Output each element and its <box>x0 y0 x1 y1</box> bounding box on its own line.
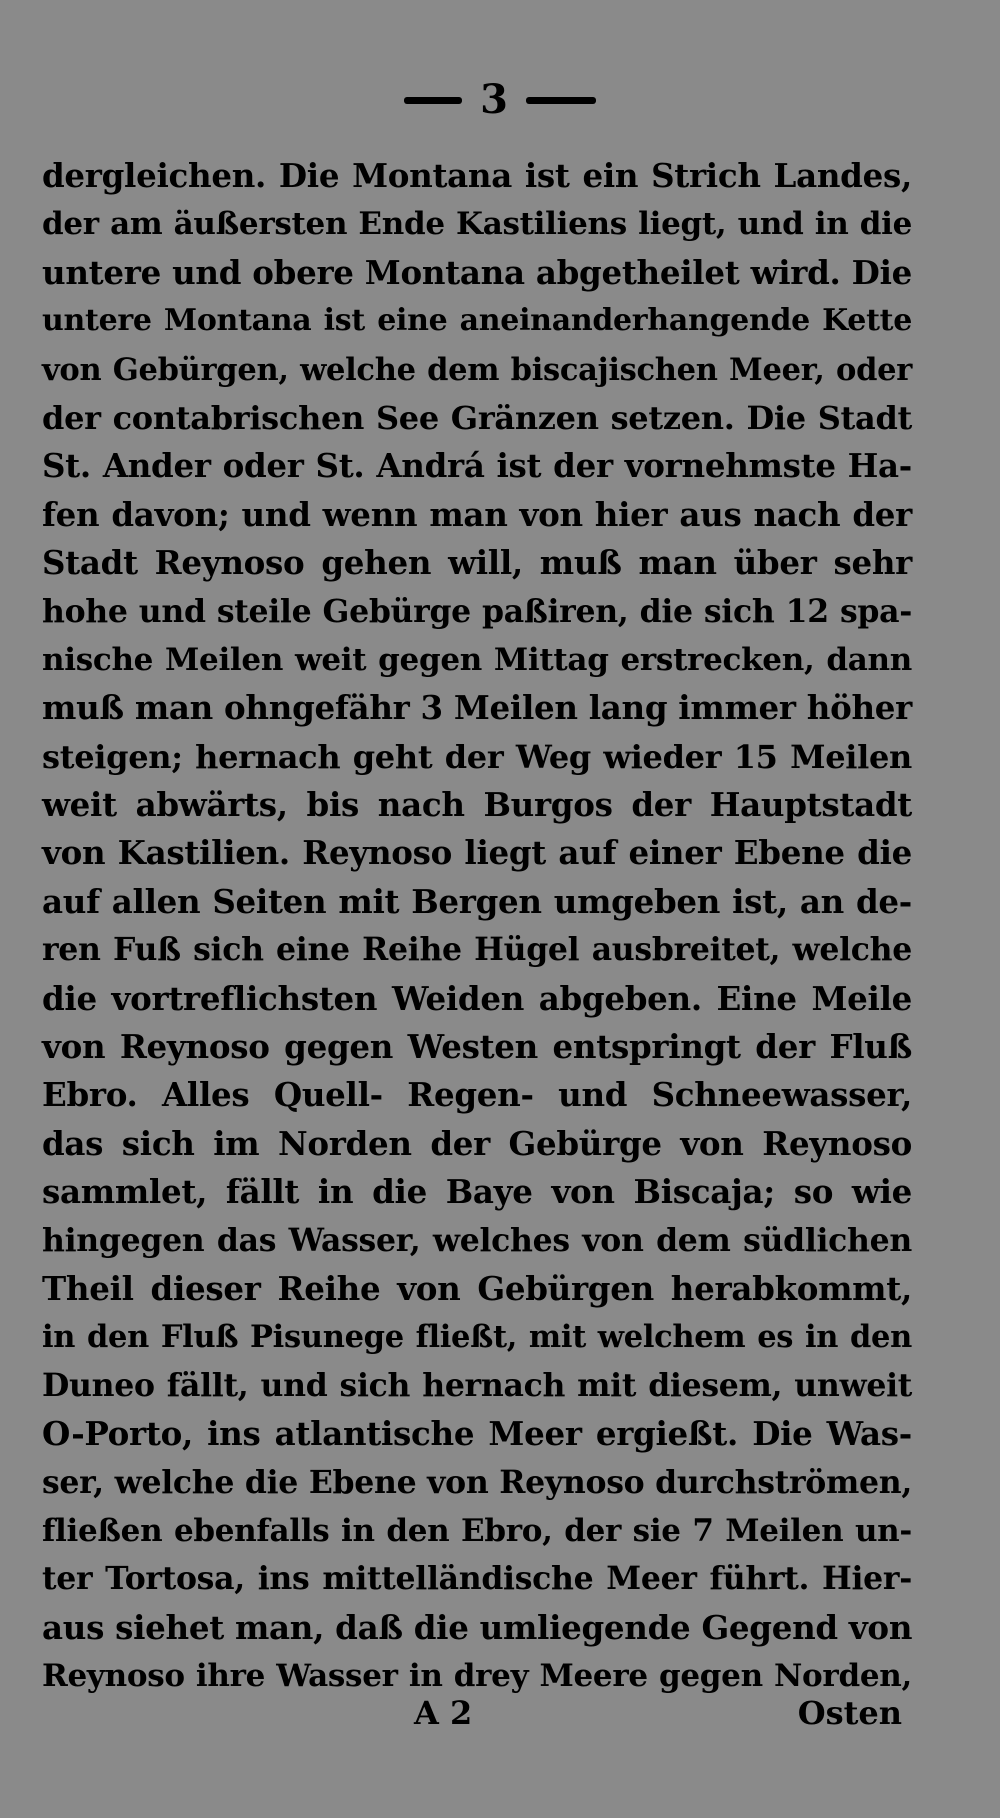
text-line: dergleichen. Die Montana ist ein Strich Landes, <box>42 156 912 195</box>
text-line: ser, welche die Ebene von Reynoso durchströmen, <box>42 1463 912 1501</box>
body-text <box>42 152 912 1701</box>
page-footer <box>42 1688 912 1738</box>
page-header <box>0 70 1000 130</box>
catchword: Osten <box>797 1694 902 1732</box>
text-line: hingegen das Wasser, welches von dem südlichen <box>42 1221 912 1259</box>
text-line: der am äußersten Ende Kastiliens liegt, und in die <box>42 206 912 243</box>
text-line: untere und obere Montana abgetheilet wird. Die <box>42 252 912 292</box>
text-line: Duneo fällt, und sich hernach mit diesem, unweit <box>42 1366 912 1404</box>
text-line: in den Fluß Pisunege fließt, mit welchem es in den <box>42 1319 912 1356</box>
text-line: ter Tortosa, ins mittelländische Meer führt. Hier- <box>42 1560 912 1598</box>
text-line: nische Meilen weit gegen Mittag erstrecken, dann <box>42 641 912 678</box>
text-line: auf allen Seiten mit Bergen umgeben ist, an de- <box>42 881 912 921</box>
text-line: hohe und steile Gebürge paßiren, die sich 12 spa- <box>42 592 912 630</box>
text-line: steigen; hernach geht der Weg wieder 15 Meilen <box>42 737 912 776</box>
text-line: fließen ebenfalls in den Ebro, der sie 7 Meilen un- <box>42 1512 912 1549</box>
text-line: muß man ohngefähr 3 Meilen lang immer höher <box>42 688 912 728</box>
text-line: weit abwärts, bis nach Burgos der Hauptstadt <box>42 785 912 825</box>
page-number: 3 <box>480 76 508 123</box>
text-line: von Kastilien. Reynoso liegt auf einer Ebene die <box>42 833 912 873</box>
text-line: aus siehet man, daß die umliegende Gegend von <box>42 1607 913 1647</box>
text-line: Theil dieser Reihe von Gebürgen herabkommt, <box>42 1268 912 1308</box>
text-line: der contabrischen See Gränzen setzen. Die Stadt <box>42 398 912 437</box>
text-line: von Reynoso gegen Westen entspringt der Fluß <box>42 1027 912 1067</box>
text-line: St. Ander oder St. Andrá ist der vornehmste Ha- <box>42 446 912 486</box>
text-line: das sich im Norden der Gebürge von Reynoso <box>42 1123 912 1163</box>
text-line: untere Montana ist eine aneinanderhangende Kette <box>42 303 912 339</box>
text-line: Stadt Reynoso gehen will, muß man über sehr <box>42 543 912 583</box>
text-line: sammlet, fällt in die Baye von Biscaja; so wie <box>42 1172 912 1212</box>
text-line: ren Fuß sich eine Reihe Hügel ausbreitet, welche <box>42 931 912 969</box>
text-line: Ebro. Alles Quell- Regen- und Schneewasser, <box>42 1075 912 1115</box>
header-ornament-left <box>404 97 462 104</box>
header-ornament-right <box>526 97 596 104</box>
signature-mark: A 2 <box>414 1694 473 1732</box>
text-line: die vortreflichsten Weiden abgeben. Eine Meile <box>42 978 912 1018</box>
text-line: fen davon; und wenn man von hier aus nach der <box>42 494 912 534</box>
text-line: von Gebürgen, welche dem biscajischen Meer, oder <box>42 351 912 388</box>
text-line: Reynoso ihre Wasser in drey Meere gegen Norden, <box>42 1658 912 1695</box>
text-line: O-Porto, ins atlantische Meer ergießt. Die Was- <box>42 1414 912 1454</box>
